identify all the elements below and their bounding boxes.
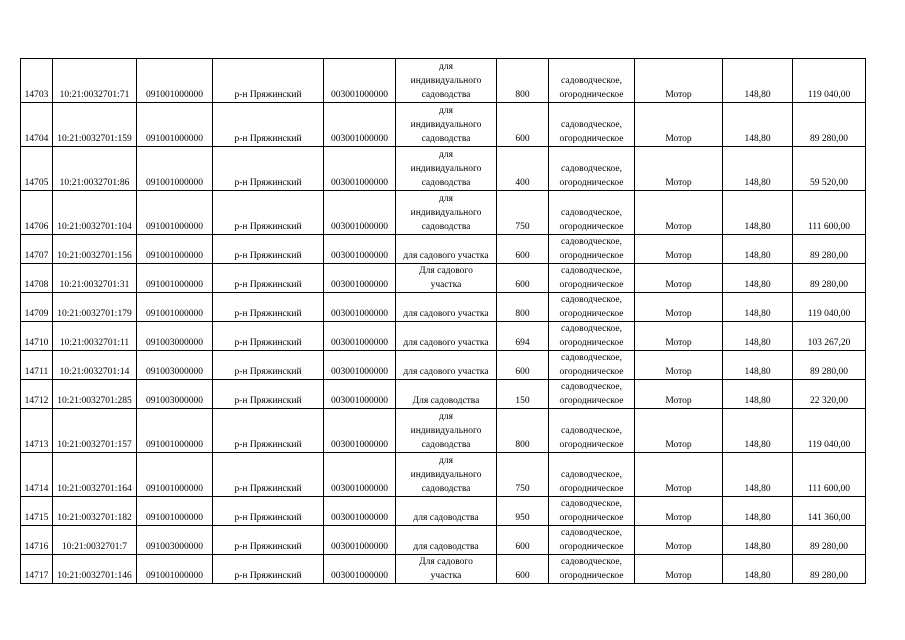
land-category-cell [549, 191, 635, 235]
cadastral-value-cell: 89 280,00 [793, 103, 866, 147]
area-cell: 750 [497, 191, 549, 235]
table-row [21, 555, 866, 584]
settlement-cell: Мотор [635, 293, 723, 322]
specific-value-cell: 148,80 [723, 103, 793, 147]
land-category-line: огородническое [559, 222, 624, 232]
land-category-cell [549, 409, 635, 453]
classifier-code-cell: 003001000000 [324, 322, 396, 351]
cadastral-value-cell: 89 280,00 [793, 351, 866, 380]
permitted-use-cell [396, 147, 497, 191]
land-category-line: огородническое [559, 280, 624, 290]
district-cell: р-н Пряжинский [213, 555, 324, 584]
settlement-cell: Мотор [635, 264, 723, 293]
cadastral-value-cell: 59 520,00 [793, 147, 866, 191]
permitted-use-line: садоводства [421, 134, 471, 144]
land-category-cell [549, 59, 635, 103]
settlement-cell: Мотор [635, 351, 723, 380]
settlement-cell: Мотор [635, 59, 723, 103]
permitted-use-line: садоводства [421, 440, 471, 450]
row-number-cell: 14714 [21, 453, 53, 497]
row-number-cell: 14715 [21, 497, 53, 526]
permitted-use-line: садоводства [421, 484, 471, 494]
row-number-cell: 14706 [21, 191, 53, 235]
oktmo-code-cell: 091001000000 [137, 147, 213, 191]
district-cell: р-н Пряжинский [213, 147, 324, 191]
row-number-cell: 14705 [21, 147, 53, 191]
table-row [21, 351, 866, 380]
land-category-line: садоводческое, [561, 164, 622, 174]
table-row [21, 147, 866, 191]
classifier-code-cell: 003001000000 [324, 147, 396, 191]
district-cell: р-н Пряжинский [213, 293, 324, 322]
row-number-cell: 14713 [21, 409, 53, 453]
land-category-line: огородническое [559, 178, 624, 188]
row-number-cell: 14717 [21, 555, 53, 584]
land-category-cell [549, 526, 635, 555]
cadastral-value-cell: 111 600,00 [793, 191, 866, 235]
land-category-line: садоводческое, [561, 237, 622, 247]
area-cell: 600 [497, 555, 549, 584]
land-category-line: огородническое [559, 251, 624, 261]
cadastral-number-cell: 10:21:0032701:159 [53, 103, 137, 147]
district-cell: р-н Пряжинский [213, 351, 324, 380]
settlement-cell: Мотор [635, 191, 723, 235]
permitted-use-cell [396, 409, 497, 453]
permitted-use-cell [396, 191, 497, 235]
oktmo-code-cell: 091001000000 [137, 235, 213, 264]
land-registry-table [20, 58, 866, 584]
classifier-code-cell: 003001000000 [324, 59, 396, 103]
cadastral-number-cell: 10:21:0032701:157 [53, 409, 137, 453]
specific-value-cell: 148,80 [723, 264, 793, 293]
area-cell: 800 [497, 293, 549, 322]
oktmo-code-cell: 091001000000 [137, 293, 213, 322]
classifier-code-cell: 003001000000 [324, 351, 396, 380]
land-category-line: огородническое [559, 542, 624, 552]
land-category-cell [549, 351, 635, 380]
land-category-line: садоводческое, [561, 266, 622, 276]
cadastral-number-cell: 10:21:0032701:71 [53, 59, 137, 103]
table-row [21, 191, 866, 235]
area-cell: 750 [497, 453, 549, 497]
permitted-use-cell [396, 351, 497, 380]
cadastral-value-cell: 119 040,00 [793, 293, 866, 322]
land-category-line: огородническое [559, 440, 624, 450]
permitted-use-line: садоводства [421, 90, 471, 100]
oktmo-code-cell: 091001000000 [137, 497, 213, 526]
permitted-use-cell [396, 322, 497, 351]
land-category-line: огородническое [559, 513, 624, 523]
permitted-use-line: участка [430, 280, 462, 290]
classifier-code-cell: 003001000000 [324, 526, 396, 555]
district-cell: р-н Пряжинский [213, 235, 324, 264]
land-category-line: садоводческое, [561, 382, 622, 392]
specific-value-cell: 148,80 [723, 59, 793, 103]
area-cell: 800 [497, 409, 549, 453]
land-category-line: садоводческое, [561, 295, 622, 305]
permitted-use-line: индивидуального [410, 164, 482, 174]
oktmo-code-cell: 091001000000 [137, 59, 213, 103]
permitted-use-line: для [439, 62, 453, 72]
permitted-use-cell [396, 103, 497, 147]
oktmo-code-cell: 091001000000 [137, 453, 213, 497]
table-row [21, 526, 866, 555]
land-category-cell [549, 293, 635, 322]
settlement-cell: Мотор [635, 555, 723, 584]
cadastral-value-cell: 141 360,00 [793, 497, 866, 526]
specific-value-cell: 148,80 [723, 453, 793, 497]
land-category-cell [549, 147, 635, 191]
cadastral-number-cell: 10:21:0032701:182 [53, 497, 137, 526]
classifier-code-cell: 003001000000 [324, 409, 396, 453]
cadastral-value-cell: 119 040,00 [793, 409, 866, 453]
permitted-use-line: садоводства [421, 222, 471, 232]
land-category-line: огородническое [559, 396, 624, 406]
land-category-cell [549, 322, 635, 351]
area-cell: 600 [497, 351, 549, 380]
land-category-line: огородническое [559, 338, 624, 348]
area-cell: 600 [497, 264, 549, 293]
table-row [21, 235, 866, 264]
cadastral-number-cell: 10:21:0032701:86 [53, 147, 137, 191]
permitted-use-line: участка [430, 571, 462, 581]
table-body [21, 59, 866, 584]
land-category-line: огородническое [559, 309, 624, 319]
cadastral-value-cell: 89 280,00 [793, 555, 866, 584]
permitted-use-line: для садоводства [413, 542, 479, 552]
land-category-cell [549, 453, 635, 497]
table-row [21, 380, 866, 409]
land-category-line: огородническое [559, 367, 624, 377]
row-number-cell: 14703 [21, 59, 53, 103]
land-category-cell [549, 103, 635, 147]
permitted-use-cell [396, 453, 497, 497]
cadastral-number-cell: 10:21:0032701:156 [53, 235, 137, 264]
settlement-cell: Мотор [635, 147, 723, 191]
table-row [21, 409, 866, 453]
permitted-use-cell [396, 380, 497, 409]
table-row [21, 322, 866, 351]
permitted-use-cell [396, 497, 497, 526]
district-cell: р-н Пряжинский [213, 264, 324, 293]
table-row [21, 453, 866, 497]
oktmo-code-cell: 091001000000 [137, 103, 213, 147]
permitted-use-cell [396, 293, 497, 322]
oktmo-code-cell: 091003000000 [137, 380, 213, 409]
cadastral-number-cell: 10:21:0032701:179 [53, 293, 137, 322]
permitted-use-line: для садового участка [403, 367, 489, 377]
land-category-line: огородническое [559, 134, 624, 144]
permitted-use-cell [396, 235, 497, 264]
settlement-cell: Мотор [635, 409, 723, 453]
permitted-use-line: для [439, 412, 453, 422]
classifier-code-cell: 003001000000 [324, 264, 396, 293]
row-number-cell: 14709 [21, 293, 53, 322]
cadastral-number-cell: 10:21:0032701:14 [53, 351, 137, 380]
cadastral-value-cell: 89 280,00 [793, 264, 866, 293]
permitted-use-cell [396, 264, 497, 293]
settlement-cell: Мотор [635, 497, 723, 526]
oktmo-code-cell: 091001000000 [137, 264, 213, 293]
land-category-line: огородническое [559, 90, 624, 100]
land-category-line: садоводческое, [561, 324, 622, 334]
cadastral-number-cell: 10:21:0032701:164 [53, 453, 137, 497]
cadastral-value-cell: 111 600,00 [793, 453, 866, 497]
cadastral-number-cell: 10:21:0032701:11 [53, 322, 137, 351]
district-cell: р-н Пряжинский [213, 322, 324, 351]
settlement-cell: Мотор [635, 453, 723, 497]
permitted-use-line: индивидуального [410, 470, 482, 480]
cadastral-number-cell: 10:21:0032701:31 [53, 264, 137, 293]
row-number-cell: 14710 [21, 322, 53, 351]
permitted-use-line: индивидуального [410, 208, 482, 218]
row-number-cell: 14711 [21, 351, 53, 380]
land-category-line: садоводческое, [561, 528, 622, 538]
cadastral-value-cell: 89 280,00 [793, 526, 866, 555]
classifier-code-cell: 003001000000 [324, 453, 396, 497]
area-cell: 400 [497, 147, 549, 191]
permitted-use-line: для садового участка [403, 309, 489, 319]
permitted-use-line: Для садового [419, 557, 473, 567]
settlement-cell: Мотор [635, 235, 723, 264]
permitted-use-cell [396, 59, 497, 103]
district-cell: р-н Пряжинский [213, 59, 324, 103]
district-cell: р-н Пряжинский [213, 526, 324, 555]
settlement-cell: Мотор [635, 322, 723, 351]
classifier-code-cell: 003001000000 [324, 235, 396, 264]
district-cell: р-н Пряжинский [213, 380, 324, 409]
specific-value-cell: 148,80 [723, 380, 793, 409]
permitted-use-line: для [439, 194, 453, 204]
cadastral-number-cell: 10:21:0032701:146 [53, 555, 137, 584]
permitted-use-line: для [439, 150, 453, 160]
row-number-cell: 14704 [21, 103, 53, 147]
table-row [21, 293, 866, 322]
area-cell: 950 [497, 497, 549, 526]
specific-value-cell: 148,80 [723, 235, 793, 264]
area-cell: 600 [497, 526, 549, 555]
permitted-use-line: для [439, 456, 453, 466]
district-cell: р-н Пряжинский [213, 409, 324, 453]
table-row [21, 59, 866, 103]
permitted-use-line: Для садового [419, 266, 473, 276]
permitted-use-line: для садового участка [403, 251, 489, 261]
cadastral-value-cell: 89 280,00 [793, 235, 866, 264]
permitted-use-line: Для садоводства [412, 396, 480, 406]
table-row [21, 264, 866, 293]
specific-value-cell: 148,80 [723, 526, 793, 555]
land-category-line: садоводческое, [561, 120, 622, 130]
table-row [21, 103, 866, 147]
oktmo-code-cell: 091001000000 [137, 555, 213, 584]
classifier-code-cell: 003001000000 [324, 293, 396, 322]
permitted-use-line: для садового участка [403, 338, 489, 348]
land-category-line: садоводческое, [561, 470, 622, 480]
settlement-cell: Мотор [635, 103, 723, 147]
settlement-cell: Мотор [635, 380, 723, 409]
land-category-cell [549, 380, 635, 409]
area-cell: 150 [497, 380, 549, 409]
district-cell: р-н Пряжинский [213, 497, 324, 526]
area-cell: 600 [497, 103, 549, 147]
row-number-cell: 14707 [21, 235, 53, 264]
land-category-line: огородническое [559, 484, 624, 494]
classifier-code-cell: 003001000000 [324, 191, 396, 235]
land-category-line: садоводческое, [561, 353, 622, 363]
permitted-use-line: индивидуального [410, 426, 482, 436]
land-category-line: садоводческое, [561, 499, 622, 509]
settlement-cell: Мотор [635, 526, 723, 555]
cadastral-value-cell: 119 040,00 [793, 59, 866, 103]
permitted-use-line: индивидуального [410, 76, 482, 86]
specific-value-cell: 148,80 [723, 555, 793, 584]
classifier-code-cell: 003001000000 [324, 497, 396, 526]
area-cell: 694 [497, 322, 549, 351]
land-category-cell [549, 497, 635, 526]
classifier-code-cell: 003001000000 [324, 103, 396, 147]
land-category-line: садоводческое, [561, 76, 622, 86]
land-category-line: садоводческое, [561, 426, 622, 436]
row-number-cell: 14708 [21, 264, 53, 293]
land-category-cell [549, 264, 635, 293]
classifier-code-cell: 003001000000 [324, 380, 396, 409]
land-category-line: огородническое [559, 571, 624, 581]
cadastral-value-cell: 22 320,00 [793, 380, 866, 409]
area-cell: 600 [497, 235, 549, 264]
area-cell: 800 [497, 59, 549, 103]
cadastral-number-cell: 10:21:0032701:7 [53, 526, 137, 555]
specific-value-cell: 148,80 [723, 191, 793, 235]
cadastral-number-cell: 10:21:0032701:104 [53, 191, 137, 235]
oktmo-code-cell: 091001000000 [137, 191, 213, 235]
permitted-use-cell [396, 555, 497, 584]
specific-value-cell: 148,80 [723, 351, 793, 380]
specific-value-cell: 148,80 [723, 147, 793, 191]
oktmo-code-cell: 091003000000 [137, 526, 213, 555]
specific-value-cell: 148,80 [723, 409, 793, 453]
permitted-use-line: индивидуального [410, 120, 482, 130]
oktmo-code-cell: 091001000000 [137, 409, 213, 453]
permitted-use-cell [396, 526, 497, 555]
table-row [21, 497, 866, 526]
permitted-use-line: садоводства [421, 178, 471, 188]
cadastral-number-cell: 10:21:0032701:285 [53, 380, 137, 409]
district-cell: р-н Пряжинский [213, 191, 324, 235]
land-category-cell [549, 555, 635, 584]
oktmo-code-cell: 091003000000 [137, 351, 213, 380]
permitted-use-line: для [439, 106, 453, 116]
row-number-cell: 14712 [21, 380, 53, 409]
classifier-code-cell: 003001000000 [324, 555, 396, 584]
district-cell: р-н Пряжинский [213, 103, 324, 147]
land-category-cell [549, 235, 635, 264]
cadastral-value-cell: 103 267,20 [793, 322, 866, 351]
specific-value-cell: 148,80 [723, 322, 793, 351]
specific-value-cell: 148,80 [723, 497, 793, 526]
district-cell: р-н Пряжинский [213, 453, 324, 497]
land-category-line: садоводческое, [561, 208, 622, 218]
row-number-cell: 14716 [21, 526, 53, 555]
oktmo-code-cell: 091003000000 [137, 322, 213, 351]
land-category-line: садоводческое, [561, 557, 622, 567]
permitted-use-line: для садоводства [413, 513, 479, 523]
specific-value-cell: 148,80 [723, 293, 793, 322]
